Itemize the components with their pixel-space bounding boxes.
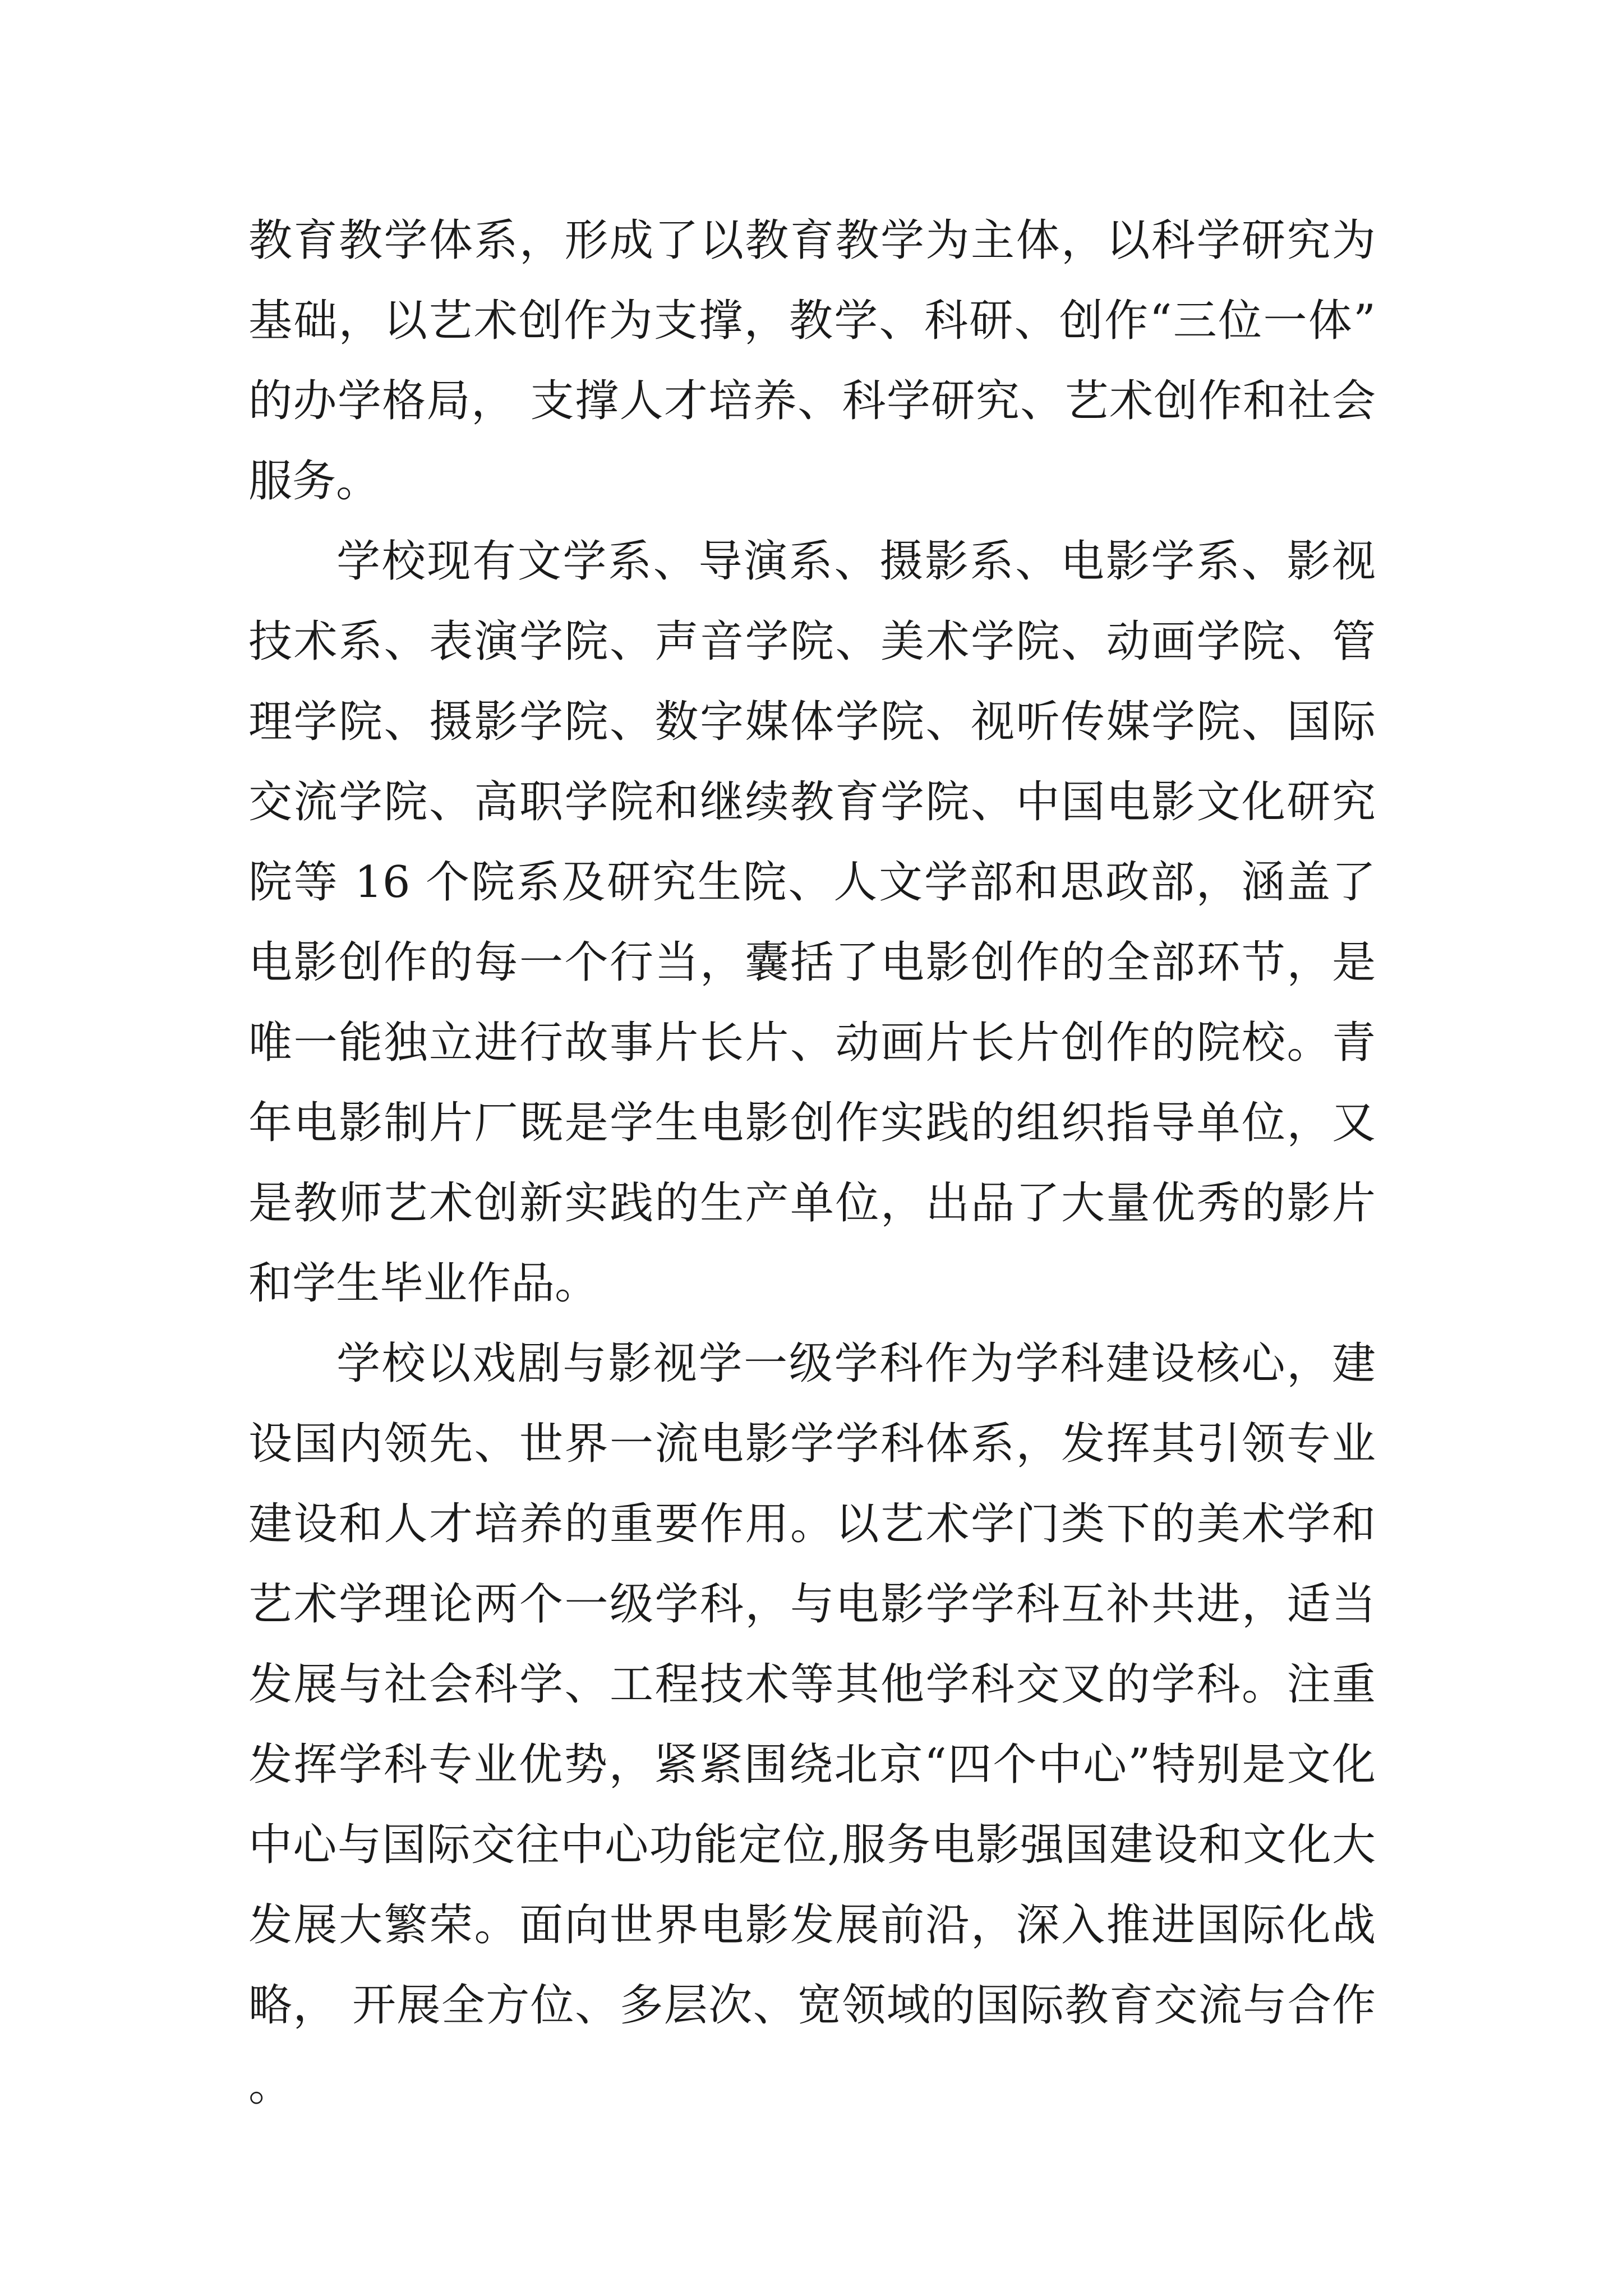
document-body (248, 201, 1376, 2126)
paragraph-3: 学校以戏剧与影视学一级学科作为学科建设核心，建设国内领先、世界一流电影学学科体系，发挥其引领专业建设和人才培养的重要作用。以艺术学门类下的美术学和艺术学理论两个一级学科，与电影学学科互补共进，适当发展与社会科学、工程技术等其他学科交叉的学科。注重发挥学科专业优势，紧紧围绕北京“四个中心”特别是文化中心与国际交往中心功能定位,服务电影强国建设和文化大发展大繁荣。面向世界电影发展前沿，深入推进国际化战略， 开展全方位、多层次、宽领域的国际教育交流与合作。 (248, 1338, 1376, 2111)
paragraph-1: 教育教学体系，形成了以教育教学为主体，以科学研究为基础，以艺术创作为支撑，教学、科研、创作“三位一体”的办学格局， 支撑人才培养、科学研究、艺术创作和社会服务。 (248, 215, 1376, 507)
paragraph-2: 学校现有文学系、导演系、摄影系、电影学系、影视技术系、表演学院、声音学院、美术学院、动画学院、管理学院、摄影学院、数字媒体学院、视听传媒学院、国际交流学院、高职学院和继续教育学院、中国电影文化研究院等 16 个院系及研究生院、人文学部和思政部，涵盖了电影创作的每一个行当，囊括了电影创作的全部环节，是唯一能独立进行故事片长片、动画片长片创作的院校。青年电影制片厂既是学生电影创作实践的组织指导单位，又是教师艺术创新实践的生产单位，出品了大量优秀的影片和学生毕业作品。 (248, 536, 1376, 1309)
